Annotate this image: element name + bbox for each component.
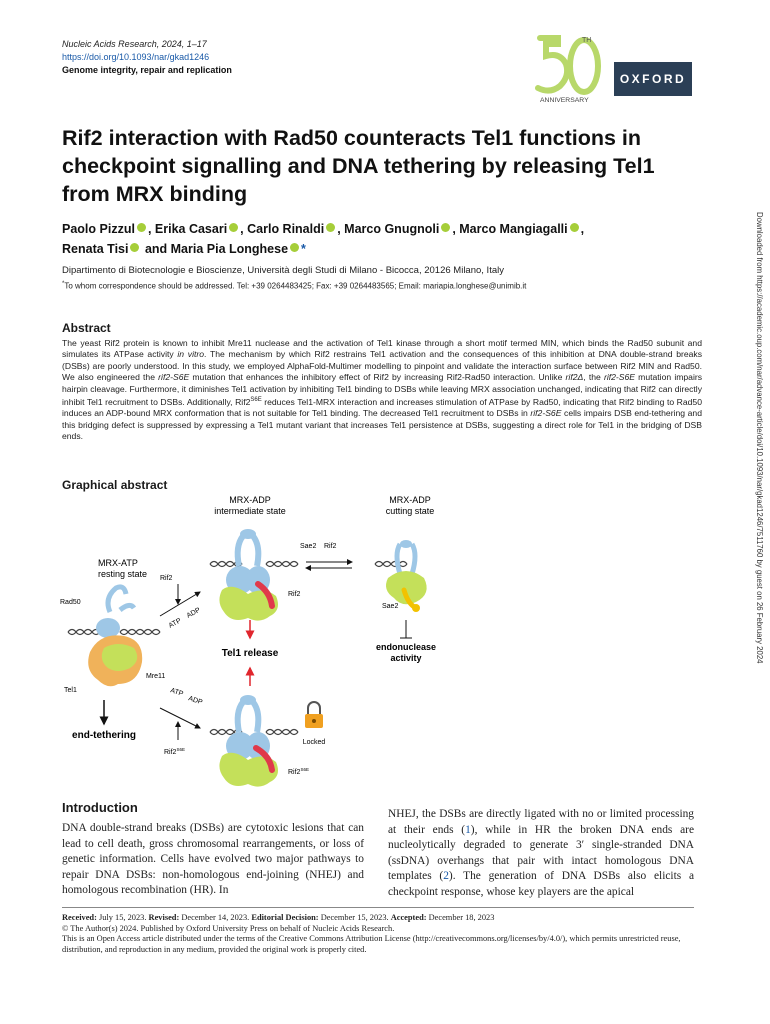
correspondence-note — [62, 281, 526, 291]
lock-icon — [305, 702, 323, 728]
label-rif2s6e: $Rif2^{S6E}$ — [164, 747, 185, 756]
abstract-part: . The mechanism by which Rif2 restrains Tel1 activation and the consequences of this inhibition at DNA double-strand breaks (DSBs) are poorly understood. In this study, we employed AlphaFold-Multimer modelling to pinpoint and validate the interaction surface between Rif2 MIN and Rad50. We also engineered the — [62, 349, 702, 383]
mrx-complex-intermediate — [219, 529, 278, 621]
affiliation: Dipartimento di Biotecnologie e Bioscienze, Università degli Studi di Milano - Bicocca, 20126 Milano, Italy — [62, 265, 504, 276]
author-separator: , — [337, 222, 345, 236]
abstract-part: cells impairs DSB end-tethering and this bridging defect is suppressed by expressing a Tel1 mutant variant that increases Tel1 persistence at DSBs, suggesting a direct role for Tel1 in the bridging of DSB ends. — [62, 408, 702, 442]
section-label: Genome integrity, repair and replication — [62, 65, 232, 75]
revised-date: December 14, 2023. — [179, 913, 252, 922]
author-name[interactable]: Paolo Pizzul — [62, 222, 135, 236]
download-note-text: Downloaded from https://academic.oup.com/nar/advance-article/doi/10.1093/nar/gkad1246/7511760 by guest on 26 February 2024 — [755, 212, 764, 664]
abstract-italic: rif2Δ — [565, 372, 584, 383]
label-mre11: Mre11 — [146, 673, 166, 680]
copyright-notice: © The Author(s) 2024. Published by Oxford University Press on behalf of Nucleic Acids Research. — [62, 923, 395, 933]
label-adp: ADP — [185, 606, 202, 620]
logo-th: TH — [582, 37, 592, 44]
reference-link[interactable]: 2 — [443, 870, 449, 883]
label-rad50: Rad50 — [60, 599, 81, 606]
anniversary-50-logo — [532, 30, 604, 105]
label-endonuclease: endonuclease — [375, 642, 437, 652]
abstract-text — [62, 338, 702, 443]
mrx-complex-resting — [88, 587, 142, 686]
introduction-column-left: DNA double-strand breaks (DSBs) are cytotoxic lesions that can lead to cell death, gross chromosomal rearrangements, or loss of genetic information. Cells have evolved two major pathways to repair DNA DSBs: non-homologous end-joining (NHEJ) and homologous recombination (HR). In — [62, 822, 364, 897]
orcid-icon[interactable] — [570, 223, 579, 232]
journal-header — [62, 38, 232, 77]
accepted-date: December 18, 2023 — [426, 913, 495, 922]
received-date: July 15, 2023. — [96, 913, 149, 922]
mrx-complex-locked — [219, 695, 278, 787]
author-separator: and — [141, 242, 171, 256]
introduction-column-right — [388, 807, 694, 901]
correspondence-text: To whom correspondence should be addressed. Tel: +39 0264483425; Fax: +39 0264483565; Email: mariapia.longhese@unimib.it — [64, 281, 527, 291]
mrx-complex-cutting — [386, 540, 427, 612]
author-name[interactable]: Erika Casari — [154, 222, 228, 236]
article-title: Rif2 interaction with Rad50 counteracts Tel1 functions in checkpoint signalling and DNA tethering by releasing Tel1 from MRX binding — [62, 126, 655, 206]
abstract-part: The yeast Rif2 protein is known to inhibit Mre11 nuclease and the activation of Tel1 kinase through a short motif termed MIN, which binds the Rad50 subunit and simulates its ATPase activity — [62, 338, 702, 360]
author-separator: , — [580, 222, 585, 236]
intro-text: NHEJ, the DSBs are directly ligated with no or limited processing at their ends ( — [388, 808, 694, 836]
label-atp2: ATP — [169, 687, 185, 698]
logo-anniversary: ANNIVERSARY — [540, 97, 589, 104]
orcid-icon[interactable] — [441, 223, 450, 232]
accepted-label: Accepted: — [390, 913, 427, 922]
editorial-date: December 15, 2023. — [318, 913, 391, 922]
orcid-icon[interactable] — [130, 243, 139, 252]
author-name[interactable]: Maria Pia Longhese — [170, 242, 289, 256]
dna-strand-top-middle — [210, 562, 298, 567]
intro-text: ). The generation of DNA DSBs also elicits a checkpoint response, whose key players are the apical — [388, 870, 695, 898]
reference-link[interactable]: 1 — [465, 823, 471, 836]
orcid-icon[interactable] — [229, 223, 238, 232]
abstract-italic: rif2-S6E — [603, 372, 635, 383]
label-sae2: Sae2 — [300, 543, 317, 550]
dna-strand-top-right — [375, 562, 407, 567]
oxford-logo: OXFORD — [614, 62, 692, 96]
label-sae2-right: Sae2 — [382, 603, 399, 610]
orcid-icon[interactable] — [290, 243, 299, 252]
journal-citation: Nucleic Acids Research, 2024, 1–17 — [62, 39, 207, 49]
author-name[interactable]: Renata Tisi — [62, 242, 129, 256]
label-end-tethering: end-tethering — [72, 730, 136, 741]
abstract-italic: rif2-S6E — [530, 408, 562, 419]
abstract-superscript: S6E — [250, 397, 262, 404]
download-watermark — [752, 212, 766, 812]
author-name[interactable]: Marco Gnugnoli — [344, 222, 440, 236]
author-separator: , — [147, 222, 155, 236]
article-footer — [62, 913, 702, 955]
received-label: Received: — [62, 913, 97, 922]
graphical-abstract-heading: Graphical abstract — [62, 478, 168, 492]
intro-text: ), while in HR the broken DNA ends are nucleolytically degraded to generate 3′ single-stranded DNA (ssDNA) overhangs that pair with intact homologous DNA templates ( — [388, 823, 694, 883]
doi-link[interactable]: https://doi.org/10.1093/nar/gkad1246 — [62, 52, 210, 62]
label-rif2-left: Rif2 — [160, 575, 173, 582]
abstract-heading: Abstract — [62, 321, 111, 335]
arrow-to-locked — [160, 708, 200, 728]
editorial-label: Editorial Decision: — [251, 913, 319, 922]
abstract-part: reduces Tel1-MRX interaction and increases stimulation of ATPase by Rad50, indicating that Rif2 binding to Rad50 induces an ADP-bound MRX conformation that is not suitable for Tel1 binding. The decreased Tel1 recruitment to DSBs in — [62, 396, 702, 419]
author-name[interactable]: Carlo Rinaldi — [247, 222, 325, 236]
label-locked: Locked — [302, 739, 326, 746]
label-rif2s6e-b: $Rif2^{S6E}$ — [288, 767, 309, 776]
introduction-heading: Introduction — [62, 800, 138, 815]
label-atp: ATP — [167, 617, 183, 630]
label-rif2-top: Rif2 — [324, 543, 337, 550]
graphical-abstract-figure — [60, 492, 480, 792]
label-rif2-mid: Rif2 — [288, 591, 301, 598]
author-separator: , — [240, 222, 248, 236]
label-mrx-atp: MRX-ATP resting state — [98, 558, 148, 579]
abstract-italic: rif2-S6E — [158, 372, 190, 383]
corresponding-author-mark: * — [301, 242, 306, 256]
revised-label: Revised: — [148, 913, 180, 922]
license-notice: This is an Open Access article distributed under the terms of the Creative Commons Attribution License (http://creativecommons.org/licenses/by/4.0/), which permits unrestricted reuse, distribution, and reproduction in any medium, provided the original work is properly cited. — [62, 934, 681, 954]
footer-divider — [62, 907, 694, 908]
author-separator: , — [452, 222, 460, 236]
abstract-part: mutation that enhances the inhibitory effect of Rif2 by increasing Rif2-Rad50 interaction. Unlike — [189, 372, 566, 383]
label-adp2: ADP — [187, 695, 204, 707]
label-endonuclease-activity: activity — [390, 653, 422, 663]
abstract-part: mutation impairs hairpin cleavage. Furthermore, it diminishes Tel1 activation by inhibiting Tel1 binding to DSBs while leaving MRX association unchanged, indicating that Rif2 can directly inhibit Tel1 recruitment to DSBs. Additionally, Rif2 — [62, 372, 703, 407]
correspondence-mark: * — [62, 281, 65, 287]
article-dates — [62, 913, 702, 924]
orcid-icon[interactable] — [137, 223, 146, 232]
orcid-icon[interactable] — [326, 223, 335, 232]
author-name[interactable]: Marco Mangiagalli — [459, 222, 568, 236]
label-tel1-release: Tel1 release — [221, 648, 279, 659]
label-tel1: Tel1 — [64, 687, 77, 694]
author-list — [62, 219, 682, 259]
endonuclease-inhibit-bar — [400, 620, 412, 638]
label-mrx-adp-intermediate-text: MRX-ADP intermediate state — [214, 495, 286, 516]
abstract-italic: in vitro — [177, 349, 205, 360]
label-mrx-adp-cutting: MRX-ADP cutting state — [385, 495, 435, 516]
abstract-part: , the — [583, 372, 604, 383]
